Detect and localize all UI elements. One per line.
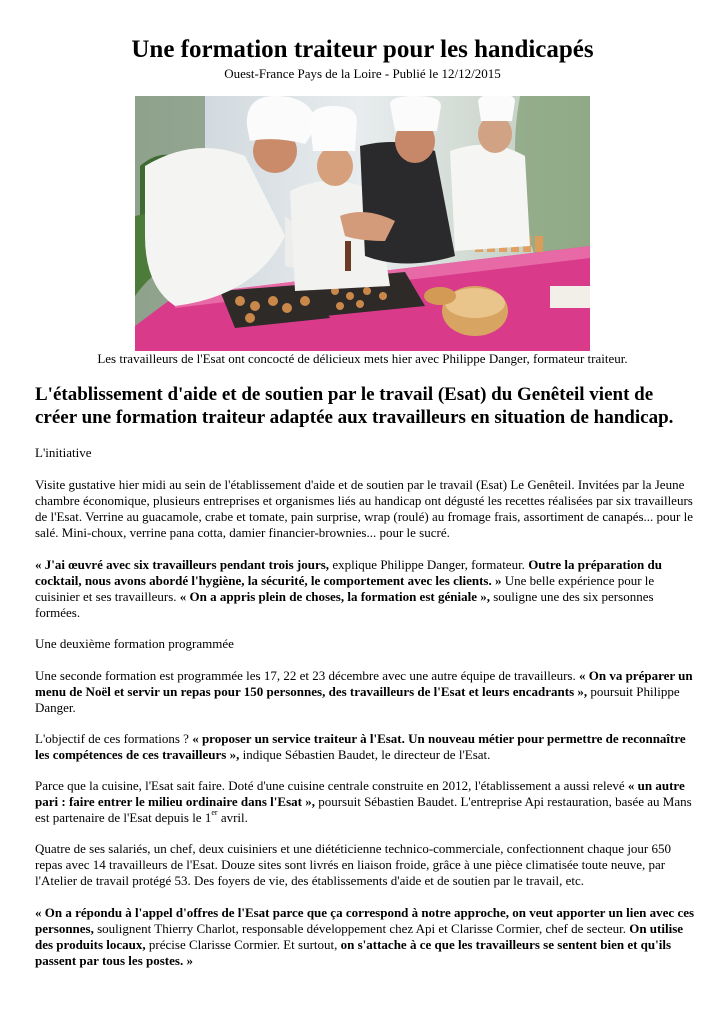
ordinal-superscript: er	[211, 808, 218, 817]
article-byline: Ouest-France Pays de la Loire - Publié le 12/12/2015	[224, 66, 501, 81]
paragraph-2-text-3: souligne une des six personnes formées.	[35, 589, 654, 620]
paragraph-4-text-1: L'objectif de ces formations ?	[35, 731, 193, 746]
paragraph-3-text-1: Une seconde formation est programmée les 17, 22 et 23 décembre avec une autre équipe de travailleurs.	[35, 668, 579, 683]
paragraph-6: Quatre de ses salariés, un chef, deux cuisiniers et une diététicienne technico-commerciale, confectionnent chaque jour 650 repas avec 14 travailleurs de l'Esat. Douze sites sont livrés en liaison froide, grâce à une pièce climatisée toute neuve, par l'Atelier de travail protégé 53. Des foyers de vie, des établissements d'aide et de soutien par le travail, etc.	[35, 841, 672, 888]
quote-9: on s'attache à ce que les travailleurs se sentent bien et qu'ils passent par tous les postes. »	[35, 937, 672, 968]
paragraph-7	[35, 905, 695, 969]
paragraph-5-text-1: Parce que la cuisine, l'Esat sait faire. Doté d'une cuisine centrale construite en 2012, l'établissement a aussi relevé	[35, 778, 628, 793]
article-photo	[135, 96, 590, 351]
quote-7: « On a répondu à l'appel d'offres de l'Esat parce que ça correspond à notre approche, on veut apporter un lien avec ces personnes,	[35, 905, 695, 936]
quote-1: « J'ai œuvré avec six travailleurs pendant trois jours,	[35, 557, 330, 572]
paragraph-2-text-1: explique Philippe Danger, formateur.	[329, 557, 529, 572]
quote-8: On utilise des produits locaux,	[35, 921, 684, 952]
paragraph-7-text-2: précise Clarisse Cormier. Et surtout,	[145, 937, 341, 952]
paragraph-1: Visite gustative hier midi au sein de l'établissement d'aide et de soutien par le travail (Esat) Le Genêteil. Invitées par la Jeune chambre économique, plusieurs entreprises et organismes liés au handicap ont dégusté les recettes réalisées par six travailleurs de l'Esat. Verrine au guacamole, crabe et tomate, pain surprise, wrap (roulé) au fromage frais, assortiment de canapés... pour le salé. Mini-choux, verrine pana cotta, damier financier-brownies... pour le sucré.	[35, 477, 693, 540]
quote-5: « proposer un service traiteur à l'Esat. Un nouveau métier pour permettre de reconnaître les compétences de ces travailleurs »,	[35, 731, 686, 762]
quote-2: Outre la préparation du cocktail, nous avons abordé l'hygiène, la sécurité, le comportement avec les clients. »	[35, 557, 662, 588]
paragraph-5	[35, 778, 695, 826]
paragraph-3-text-2: poursuit Philippe Danger.	[35, 684, 680, 715]
paragraph-2	[35, 557, 695, 621]
article-lead: L'établissement d'aide et de soutien par le travail (Esat) du Genêteil vient de créer une formation traiteur adaptée aux travailleurs en situation de handicap.	[35, 384, 674, 428]
paragraph-4	[35, 731, 695, 763]
quote-6: « un autre pari : faire entrer le milieu ordinaire dans l'Esat »,	[35, 778, 685, 809]
paragraph-2-text-2: Une belle expérience pour le cuisinier et ses travailleurs.	[35, 573, 655, 604]
photo-caption: Les travailleurs de l'Esat ont concocté de délicieux mets hier avec Philippe Danger, formateur traiteur.	[97, 351, 628, 366]
section-heading-initiative: L'initiative	[35, 445, 92, 460]
quote-4: « On va préparer un menu de Noël et servir un repas pour 150 personnes, des travailleurs de l'Esat et leurs encadrants »,	[35, 668, 693, 699]
paragraph-5-text-2: poursuit Sébastien Baudet. L'entreprise Api restauration, basée au Mans est partenaire de l'Esat depuis le 1	[35, 794, 692, 825]
quote-3: « On a appris plein de choses, la formation est géniale »,	[179, 589, 490, 604]
paragraph-7-text-1: soulignent Thierry Charlot, responsable développement chez Api et Clarisse Cormier, chef de secteur.	[93, 921, 630, 936]
paragraph-4-text-2: indique Sébastien Baudet, le directeur de l'Esat.	[239, 747, 491, 762]
paragraph-3	[35, 668, 695, 716]
paragraph-5-text-3: avril.	[217, 810, 248, 825]
section-heading-second-formation: Une deuxième formation programmée	[35, 636, 234, 651]
article-title: Une formation traiteur pour les handicapés	[131, 36, 594, 63]
